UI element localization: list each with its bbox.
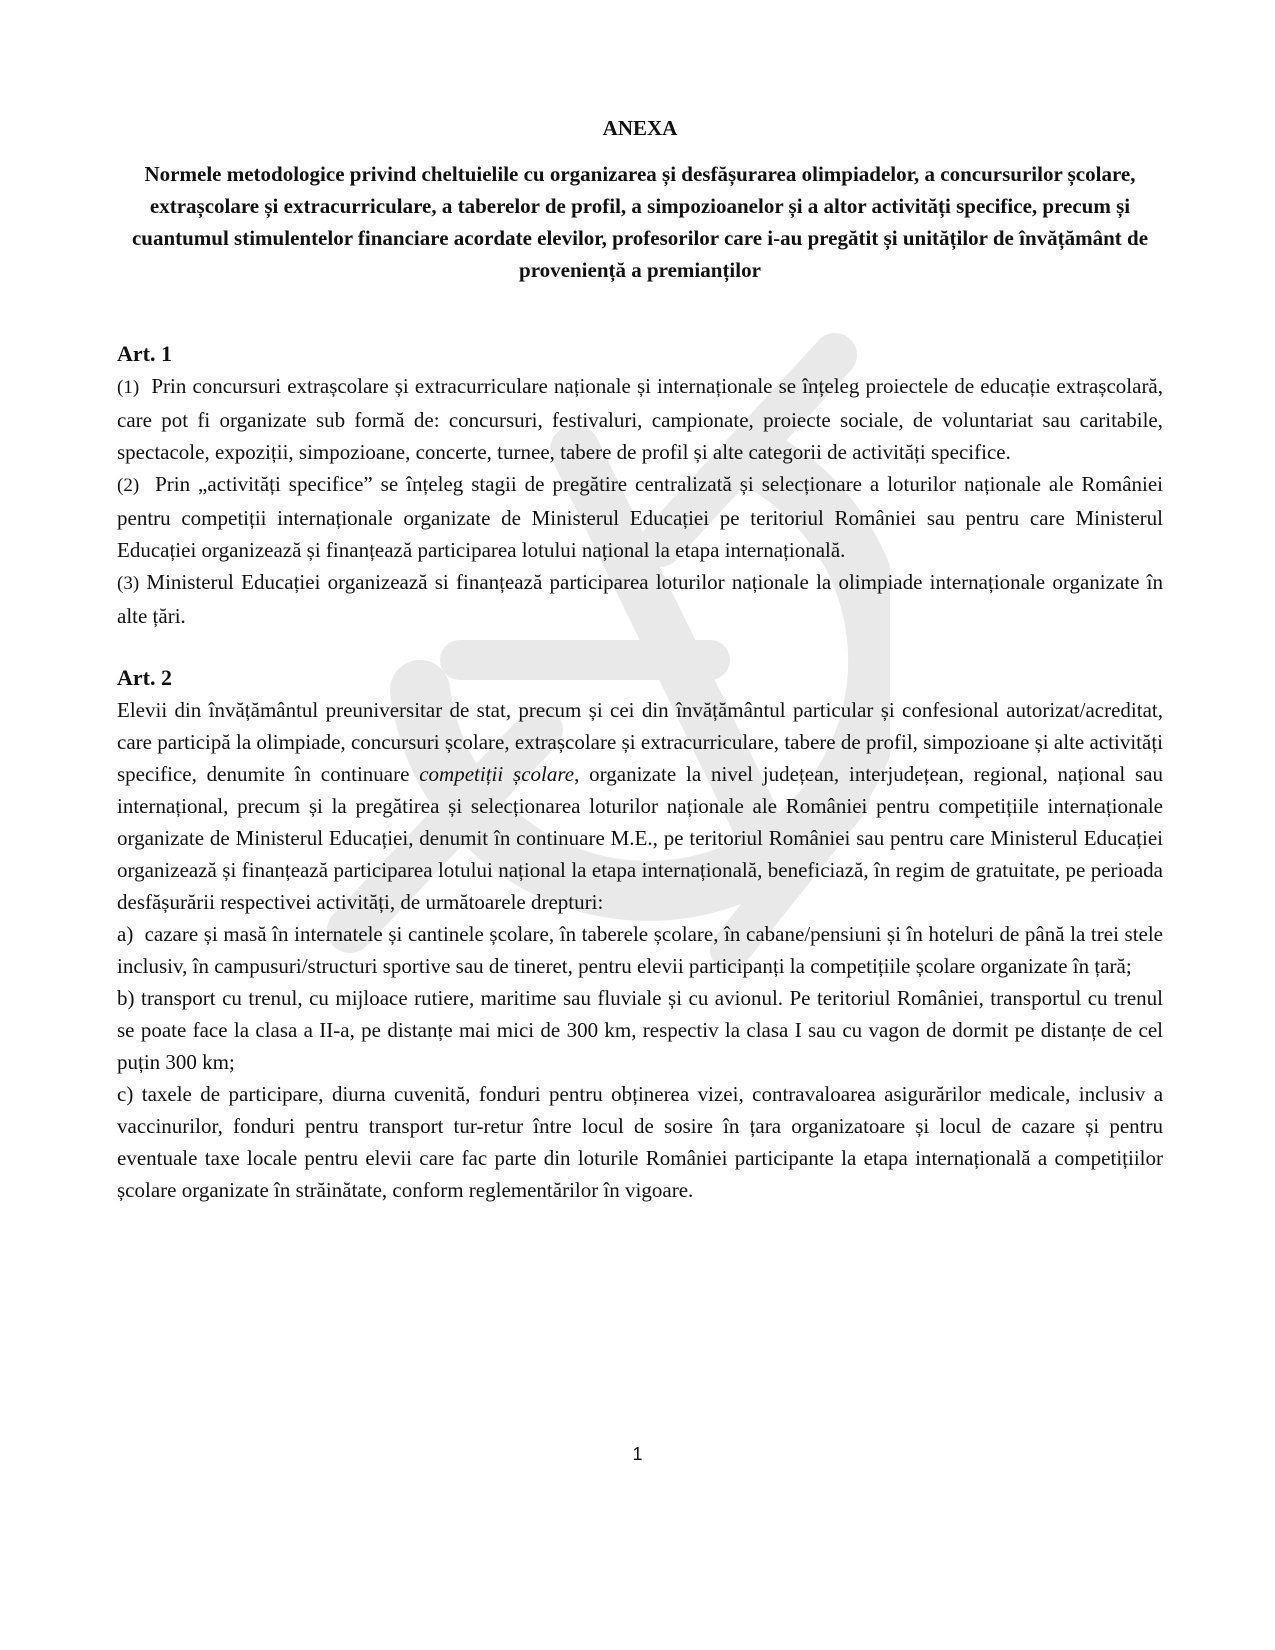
article-2-item-c bbox=[117, 1078, 1163, 1206]
article-1-paragraph-1 bbox=[117, 370, 1163, 468]
article-1-paragraph-2 bbox=[117, 468, 1163, 566]
document-body bbox=[117, 112, 1163, 1206]
item-text: transport cu trenul, cu mijloace rutiere, maritime sau fluviale și cu avionul. Pe teritoriul României, transportul cu trenul se poate face la clasa a II-a, pe distanțe mai mici de 300 km, respectiv la clasa I sau cu vagon de dormit pe distanțe de cel puțin 300 km; bbox=[117, 986, 1164, 1074]
item-text: cazare și masă în internatele și cantinele școlare, în taberele școlare, în cabane/pensiuni și în hoteluri de până la trei stele inclusiv, în campusuri/structuri sportive sau de tineret, pentru elevii participanți la competițiile școlare organizate în țară; bbox=[117, 922, 1164, 978]
article-1-paragraph-3 bbox=[117, 566, 1163, 632]
article-1 bbox=[117, 338, 1163, 632]
item-label: c) bbox=[117, 1082, 134, 1106]
article-2-item-a bbox=[117, 918, 1163, 982]
item-label: a) bbox=[117, 922, 134, 946]
intro-text-continued: , organizate la nivel județean, interjudețean, regional, național sau internațional, precum și la pregătirea și selecționarea loturilor naționale ale României pentru competițiile internaționale organizate de Ministerul Educației, denumit în continuare M.E., pe teritoriul României sau pentru care Ministerul Educației organizează și finanțează participarea lotului național la etapa internațională, beneficiază, în regim de gratuitate, pe perioada desfășurării respectivei activități, de următoarele drepturi: bbox=[117, 762, 1163, 914]
paragraph-number: (3) bbox=[117, 573, 140, 594]
paragraph-text: Ministerul Educației organizează si finanțează participarea loturilor naționale la olimpiade internaționale organizate în alte țări. bbox=[117, 570, 1163, 628]
article-2-item-b bbox=[117, 982, 1163, 1078]
document-title: Normele metodologice privind cheltuielile cu organizarea și desfășurarea olimpiadelor, a concursurilor școlare, extrașcolare și extracurriculare, a taberelor de profil, a simpozioanelor și a altor activități specifice, precum și cuantumul stimulentelor financiare acordate elevilor, profesorilor care i-au pregătit și unităților de învățământ de proveniență a premianților bbox=[131, 162, 1149, 282]
paragraph-text: Prin „activități specifice” se înțeleg stagii de pregătire centralizată și selecționare a loturilor naționale ale României pentru competiții internaționale organizate de Ministerul Educației pe teritoriul României sau pentru care Ministerul Educației organizează și finanțează participarea lotului național la etapa internațională. bbox=[117, 472, 1163, 562]
item-label: b) bbox=[117, 986, 135, 1010]
item-text: taxele de participare, diurna cuvenită, fonduri pentru obținerea vizei, contravaloarea asigurărilor medicale, inclusiv a vaccinurilor, fonduri pentru transport tur-retur între locul de sosire în țara organizatoare și locul de cazare și pentru eventuale taxe locale pentru elevii care fac parte din loturile României participante la etapa internațională a competițiilor școlare organizate în străinătate, conform reglementărilor în vigoare. bbox=[117, 1082, 1164, 1202]
intro-defined-term: competiții școlare bbox=[419, 762, 575, 786]
page-number: 1 bbox=[632, 1444, 643, 1464]
annex-label: ANEXA bbox=[602, 116, 678, 140]
paragraph-number: (2) bbox=[117, 475, 140, 496]
article-1-heading: Art. 1 bbox=[117, 341, 172, 366]
article-2-heading: Art. 2 bbox=[117, 665, 172, 690]
article-2 bbox=[117, 662, 1163, 1206]
paragraph-number: (1) bbox=[117, 377, 140, 398]
intro-text: Elevii din învățământul preuniversitar de stat, precum și cei din învățământul particular și confesional autorizat/acreditat, care participă la olimpiade, concursuri școlare, extrașcolare și extracurriculare, tabere de profil, simpozioane și alte activități specifice, denumite în continuare bbox=[117, 698, 1163, 786]
article-2-intro bbox=[117, 694, 1163, 918]
paragraph-text: Prin concursuri extrașcolare și extracurriculare naționale și internaționale se înțeleg proiectele de educație extrașcolară, care pot fi organizate sub formă de: concursuri, festivaluri, campionate, proiecte sociale, de voluntariat sau caritabile, spectacole, expoziții, simpozioane, concerte, turnee, tabere de profil și alte categorii de activități specifice. bbox=[117, 374, 1164, 464]
